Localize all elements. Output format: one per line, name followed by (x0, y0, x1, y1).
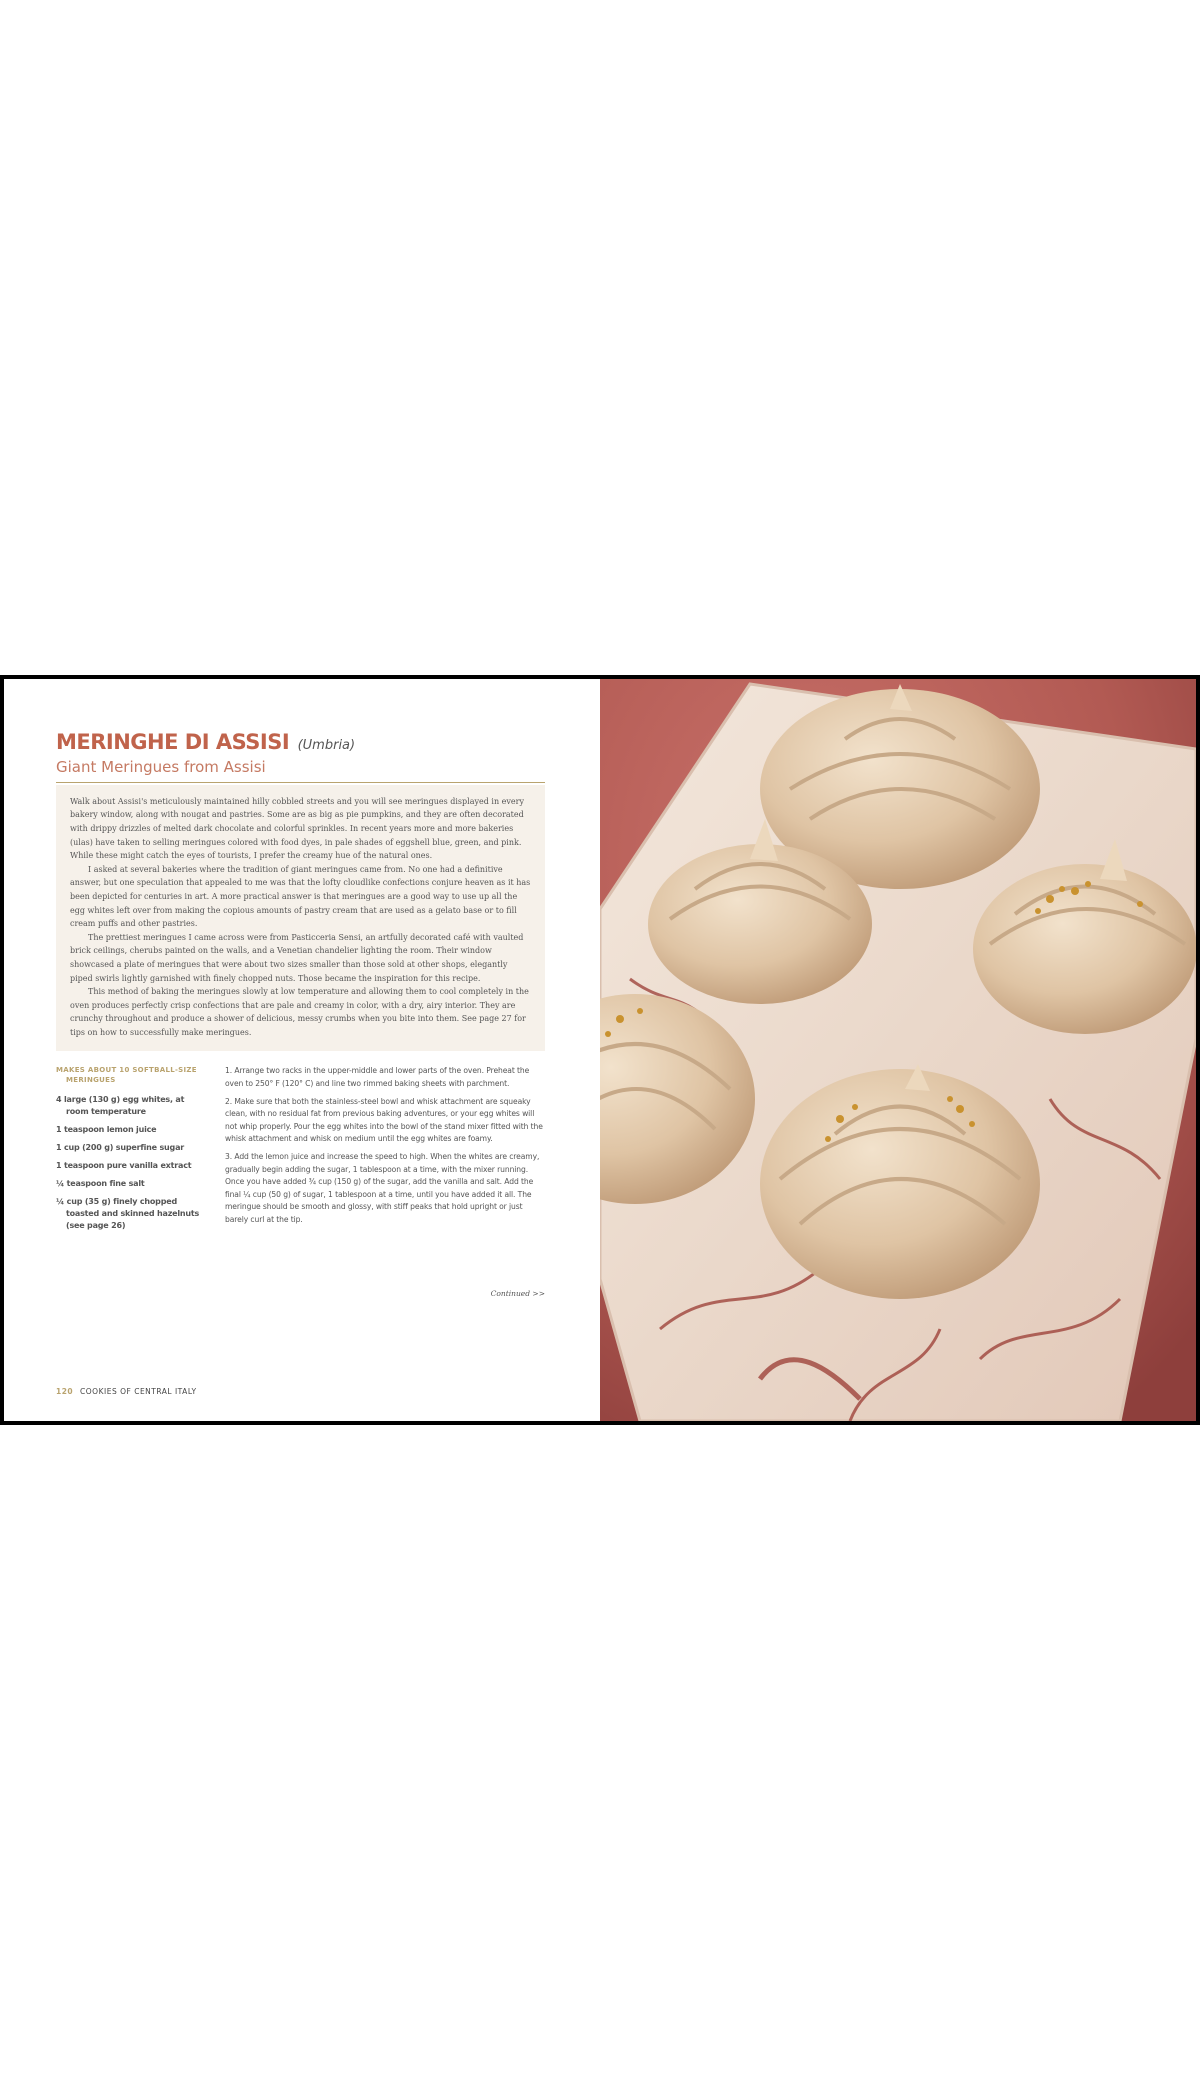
recipe-body (56, 1065, 545, 1238)
method-step: 2. Make sure that both the stainless-steel bowl and whisk attachment are squeaky clean, with no residual fat from previous baking adventures, or your egg whites will not whip properly. Pour the egg whites into the bowl of the stand mixer fitted with the whisk attachment and whisk on medium until the egg whites are foamy. (225, 1096, 543, 1144)
intro-paragraph: I asked at several bakeries where the tradition of giant meringues came from. No one had a definitive answer, but one speculation that appealed to me was that the lofty cloudlike confections conjure heaven as it has been depicted for centuries in art. A more practical answer is that meringues are a good way to use up all the egg whites left over from making the copious amounts of pastry cream that are used as a gelato base or to fill cream puffs and other pastries. (70, 864, 531, 929)
page-footer (56, 1387, 197, 1396)
page-number: 120 (56, 1387, 74, 1396)
intro-paragraph: This method of baking the meringues slowly at low temperature and allowing them to cool completely in the oven produces perfectly crisp confections that are pale and creamy in color, with a dry, airy interior. They are crunchy throughout and produce a shower of delicious, messy crumbs when you bite into them. See page 27 for tips on how to successfully make meringues. (70, 987, 529, 1037)
ingredient-item: 1 cup (200 g) superfine sugar (56, 1143, 185, 1153)
intro-paragraph: Walk about Assisi's meticulously maintained hilly cobbled streets and you will see meringues displayed in every bakery window, along with nougat and pastries. Some are as big as pie pumpkins, and they are often decorated with drippy drizzles of melted dark chocolate and colorful sprinkles. In recent years more and more bakeries (ulas) have taken to selling meringues colored with food dyes, in pale shades of eggshell blue, green, and pink. While these might catch the eyes of tourists, I prefer the creamy hue of the natural ones. (70, 796, 524, 861)
ingredient-item: 1 teaspoon lemon juice (56, 1125, 157, 1135)
method-step: 1. Arrange two racks in the upper-middle and lower parts of the oven. Preheat the oven to 250° F (120° C) and line two rimmed baking sheets with parchment. (225, 1066, 530, 1089)
ingredient-item: ¼ teaspoon fine salt (56, 1179, 145, 1189)
ingredients-list (56, 1065, 206, 1238)
recipe-subtitle: Giant Meringues from Assisi (56, 758, 545, 783)
photo-page (600, 679, 1196, 1421)
recipe-title-line (56, 731, 545, 754)
method-step: 3. Add the lemon juice and increase the speed to high. When the whites are creamy, gradually begin adding the sugar, 1 tablespoon at a time, with the mixer running. Once you have added ¾ cup (150 g) of the sugar, add the vanilla and salt. Add the final ¼ cup (50 g) of sugar, 1 tablespoon at a time, until you have added it all. The meringue should be smooth and glossy, with stiff peaks that hold upright or just barely curl at the tip. (225, 1152, 540, 1225)
method-steps (225, 1065, 545, 1238)
ingredient-item: 4 large (130 g) egg whites, at room temperature (56, 1095, 185, 1117)
yield-label: MAKES ABOUT 10 SOFTBALL-SIZE MERINGUES (56, 1066, 197, 1085)
intro-box (56, 785, 545, 1052)
recipe-title: MERINGHE DI ASSISI (56, 730, 290, 754)
continued-note: Continued >> (490, 1289, 545, 1298)
meringue-photo (600, 679, 1196, 1421)
recipe-region: (Umbria) (297, 738, 356, 753)
book-spread (0, 675, 1200, 1425)
ingredient-item: 1 teaspoon pure vanilla extract (56, 1161, 192, 1171)
left-page (4, 679, 600, 1421)
ingredient-item: ¼ cup (35 g) finely chopped toasted and skinned hazelnuts (see page 26) (56, 1197, 200, 1231)
book-title: COOKIES OF CENTRAL ITALY (80, 1387, 197, 1396)
intro-paragraph: The prettiest meringues I came across were from Pasticceria Sensi, an artfully decorated café with vaulted brick ceilings, cherubs painted on the walls, and a Venetian chandelier lighting the room. Their window showcased a plate of meringues that were about two sizes smaller than those sold at other shops, elegantly piped swirls lightly garnished with finely chopped nuts. Those became the inspiration for this recipe. (70, 932, 524, 983)
